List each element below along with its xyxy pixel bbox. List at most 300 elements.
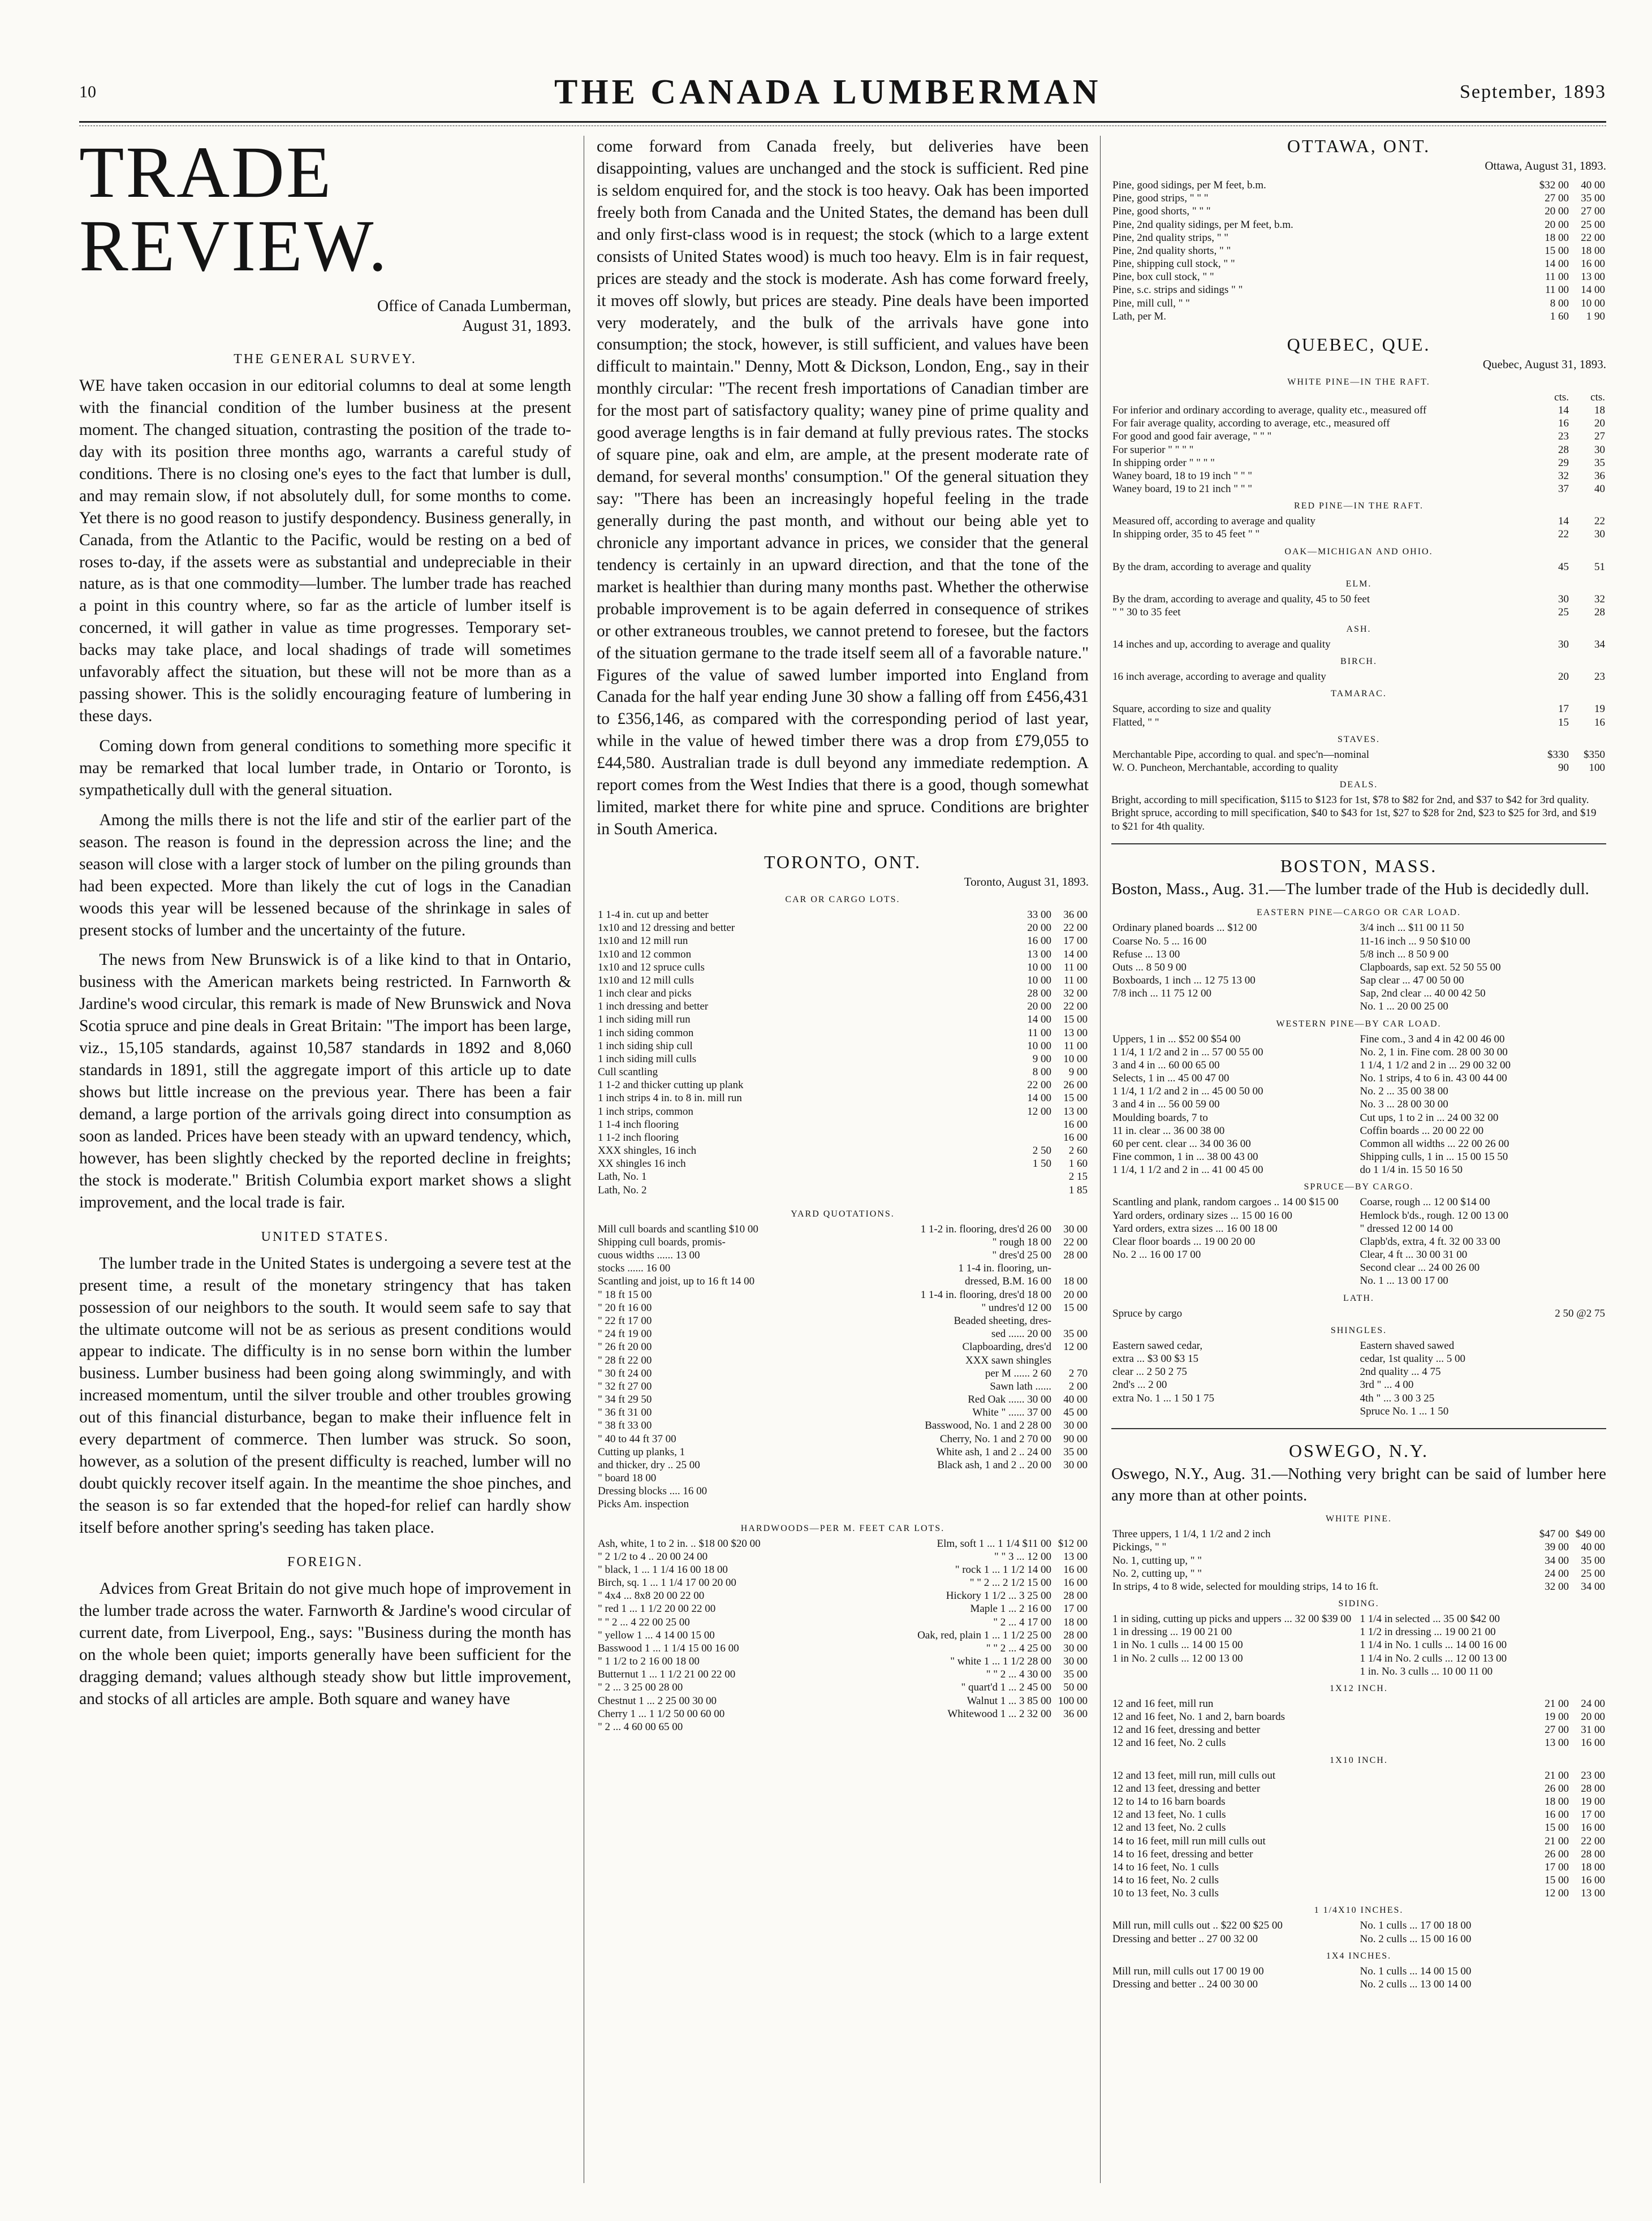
- table-cell: 13 00: [1063, 1105, 1088, 1118]
- table-cell: " " 2 ... 2 1/2 15 00: [969, 1577, 1051, 1589]
- table-cell: 1 inch siding common: [598, 1027, 694, 1039]
- table-cell: Fine common, 1 in ... 38 00 43 00: [1112, 1151, 1258, 1163]
- table-cell: 14 00: [1545, 258, 1569, 270]
- table-cell: 14 to 16 feet, No. 2 culls: [1112, 1874, 1219, 1887]
- table-row: [1111, 1723, 1606, 1736]
- table-cell: 36: [1594, 469, 1605, 482]
- table-cell: cuous widths ...... 13 00: [598, 1249, 700, 1262]
- table-cell: " white 1 ... 1 1/2 28 00: [950, 1655, 1051, 1668]
- table-cell: " " 30 to 35 feet: [1112, 606, 1181, 618]
- table-cell: " 18 ft 15 00: [598, 1288, 652, 1301]
- section-rule: [1111, 843, 1606, 844]
- table-cell: 3rd " ... 4 00: [1360, 1379, 1414, 1391]
- table-cell: 2 15: [1068, 1171, 1088, 1183]
- table-row: [1111, 1861, 1606, 1874]
- table-cell: No. 2, 1 in. Fine com. 28 00 30 00: [1360, 1046, 1508, 1058]
- table-cell: 14 to 16 feet, mill run mill culls out: [1112, 1835, 1266, 1847]
- table-cell: 1 inch strips 4 in. to 8 in. mill run: [598, 1092, 742, 1105]
- table-cell: Mill run, mill culls out 17 00 19 00: [1112, 1965, 1264, 1977]
- table-cell: [1016, 1184, 1053, 1197]
- table-cell: " 26 ft 20 00: [598, 1341, 652, 1353]
- table-row: [1111, 270, 1606, 283]
- table-cell: 90 00: [1063, 1433, 1088, 1445]
- table-row: [597, 1550, 1089, 1563]
- table-row: [1111, 1795, 1606, 1808]
- table-cell: No. 1 strips, 4 to 6 in. 43 00 44 00: [1360, 1072, 1507, 1085]
- table-row: [1111, 606, 1606, 619]
- table-cell: No. 1 culls ... 14 00 15 00: [1360, 1965, 1472, 1977]
- table-cell: Dressing and better .. 27 00 32 00: [1112, 1933, 1258, 1945]
- table-row: [1111, 1111, 1606, 1124]
- table-cell: Cutting up planks, 1: [598, 1446, 685, 1458]
- table-cell: 16: [1558, 417, 1569, 430]
- table-cell: 16 00: [1545, 1809, 1569, 1821]
- table-cell: Basswood, No. 1 and 2 28 00: [925, 1420, 1051, 1432]
- table-row: [597, 1000, 1089, 1013]
- table-row: [597, 1406, 1089, 1419]
- table-row: [1111, 231, 1606, 244]
- table-cell: In shipping order, 35 to 45 feet " ": [1112, 528, 1260, 541]
- unit-label: cts.: [1554, 391, 1569, 403]
- oswego-caption: 1 1/4X10 INCHES.: [1314, 1905, 1404, 1916]
- table-row: [597, 1288, 1089, 1301]
- table-cell: 1 1/4, 1 1/2 and 2 in ... 29 00 32 00: [1360, 1059, 1511, 1071]
- table-cell: Pine, 2nd quality sidings, per M feet, b.m.: [1112, 218, 1293, 231]
- table-cell: 20 00: [1063, 1288, 1088, 1301]
- table-cell: Red Oak ...... 30 00: [968, 1394, 1051, 1406]
- table-cell: W. O. Puncheon, Merchantable, according to quality: [1112, 761, 1339, 774]
- table-cell: No. 2, cutting up, " ": [1112, 1567, 1202, 1580]
- table-cell: 1x10 and 12 mill run: [598, 935, 688, 947]
- table-cell: [1016, 1170, 1053, 1183]
- quebec-caption: DEALS.: [1339, 780, 1378, 790]
- quebec-table: [1111, 702, 1606, 728]
- table-cell: Clapb'ds, extra, 4 ft. 32 00 33 00: [1360, 1235, 1500, 1248]
- table-row: [597, 1013, 1089, 1026]
- table-cell: 14 to 16 feet, dressing and better: [1112, 1848, 1253, 1860]
- table-cell: Clapboards, sap ext. 52 50 55 00: [1360, 961, 1501, 973]
- table-cell: Lath, per M.: [1112, 310, 1166, 322]
- table-cell: extra ... $3 00 $3 15: [1112, 1353, 1198, 1365]
- table-cell: 20 00: [1027, 922, 1051, 934]
- table-row: [1111, 748, 1606, 761]
- table-cell: Hemlock b'ds., rough. 12 00 13 00: [1360, 1209, 1509, 1222]
- quebec-table: [1111, 593, 1606, 619]
- boston-table: [1111, 1339, 1606, 1418]
- table-cell: Pine, 2nd quality shorts, " ": [1112, 244, 1231, 257]
- table-row: [1111, 560, 1606, 573]
- table-row: [597, 1655, 1089, 1668]
- quebec-caption: TAMARAC.: [1331, 689, 1387, 699]
- table-cell: " dressed 12 00 14 00: [1360, 1222, 1453, 1235]
- table-row: [1111, 283, 1606, 296]
- table-cell: 18 00: [1581, 244, 1605, 257]
- table-cell: 21 00: [1545, 1697, 1569, 1710]
- table-cell: 12 and 13 feet, No. 2 culls: [1112, 1822, 1226, 1834]
- table-row: [597, 1485, 1089, 1498]
- table-cell: Pickings, " ": [1112, 1541, 1167, 1554]
- table-row: [597, 1668, 1089, 1681]
- table-cell: No. 1, cutting up, " ": [1112, 1554, 1202, 1567]
- table-cell: " 4x4 ... 8x8 20 00 22 00: [598, 1590, 705, 1602]
- table-cell: XXX sawn shingles: [965, 1354, 1051, 1366]
- table-row: [1111, 921, 1606, 934]
- section-rule: [1111, 1428, 1606, 1429]
- paragraph: Coming down from general conditions to something more specific it may be remarked that local lumber trade, in Ontario or Toronto, is sympathetically dull with the general situation.: [79, 737, 571, 799]
- table-cell: Yard orders, ordinary sizes ... 15 00 16 00: [1112, 1209, 1292, 1222]
- table-cell: 25: [1558, 606, 1569, 618]
- table-cell: For good and good fair average, " " ": [1112, 430, 1272, 443]
- table-cell: 2nd's ... 2 00: [1112, 1379, 1167, 1391]
- table-row: [1111, 515, 1606, 528]
- table-cell: 1 85: [1068, 1184, 1088, 1196]
- table-cell: 35 00: [1063, 1668, 1088, 1681]
- table-cell: 13 00: [1027, 948, 1051, 960]
- table-cell: 16 00: [1063, 1563, 1088, 1576]
- table-cell: 1 inch strips, common: [598, 1105, 693, 1118]
- table-cell: 16 00: [1581, 1737, 1605, 1749]
- table-cell: " red 1 ... 1 1/2 20 00 22 00: [598, 1603, 716, 1615]
- table-row: [597, 1223, 1089, 1236]
- table-cell: White " ...... 37 00: [972, 1407, 1051, 1419]
- table-cell: 30 00: [1063, 1459, 1088, 1471]
- table-cell: 17 00: [1063, 1603, 1088, 1615]
- table-row: [1111, 1059, 1606, 1072]
- table-cell: Lath, No. 2: [598, 1184, 647, 1196]
- table-cell: Butternut 1 ... 1 1/2 21 00 22 00: [598, 1668, 736, 1681]
- table-cell: 15 00: [1545, 1822, 1569, 1834]
- table-cell: Beaded sheeting, dres-: [954, 1314, 1051, 1327]
- table-cell: 16 00: [1581, 258, 1605, 270]
- column-3: [1111, 136, 1606, 1991]
- table-cell: 16 00: [1063, 1118, 1088, 1131]
- table-row: [1111, 1124, 1606, 1137]
- table-row: [1111, 1887, 1606, 1900]
- table-cell: Pine, mill cull, " ": [1112, 297, 1190, 309]
- quebec-caption: OAK—MICHIGAN AND OHIO.: [1284, 546, 1433, 557]
- table-cell: " 40 to 44 ft 37 00: [598, 1433, 676, 1445]
- oswego-table: [1111, 1965, 1606, 1991]
- table-cell: 14 00: [1027, 1014, 1051, 1026]
- table-cell: 17: [1558, 703, 1569, 715]
- table-cell: 1 1/4, 1 1/2 and 2 in ... 57 00 55 00: [1112, 1046, 1263, 1058]
- table-row: [1111, 1567, 1606, 1580]
- table-row: [597, 1459, 1089, 1472]
- table-cell: Scantling and plank, random cargoes .. 14 00 $15 00: [1112, 1196, 1339, 1209]
- table-cell: " 34 ft 29 50: [598, 1394, 652, 1406]
- table-cell: stocks ...... 16 00: [598, 1262, 671, 1275]
- table-cell: " undres'd 12 00: [981, 1301, 1051, 1314]
- table-cell: 1 50: [1032, 1158, 1051, 1170]
- table-row: [1111, 430, 1606, 443]
- table-cell: " board 18 00: [598, 1472, 657, 1485]
- table-cell: 100 00: [1058, 1694, 1088, 1707]
- table-row: [1111, 935, 1606, 948]
- table-cell: 15 00: [1063, 1092, 1088, 1105]
- table-cell: 22: [1594, 515, 1605, 528]
- table-cell: [1053, 1262, 1089, 1275]
- table-cell: 60 per cent. clear ... 34 00 36 00: [1112, 1137, 1251, 1150]
- table-row: [1111, 1978, 1606, 1991]
- lath-label: Spruce by cargo: [1112, 1307, 1183, 1319]
- section-heading-us: UNITED STATES.: [261, 1229, 390, 1244]
- table-cell: 25 00: [1581, 218, 1605, 231]
- table-cell: 30 00: [1063, 1223, 1088, 1235]
- table-cell: [1053, 1472, 1089, 1485]
- table-cell: Walnut 1 ... 3 85 00: [967, 1694, 1051, 1707]
- table-cell: 20 00: [1545, 218, 1569, 231]
- table-cell: 16: [1594, 716, 1605, 728]
- table-row: [597, 1446, 1089, 1459]
- table-cell: 40 00: [1063, 1394, 1088, 1406]
- table-row: [1111, 1874, 1606, 1887]
- table-cell: In shipping order " " " ": [1112, 456, 1215, 469]
- table-cell: 28 00: [1581, 1782, 1605, 1795]
- table-row: [1111, 1612, 1606, 1625]
- table-cell: Dressing blocks .... 16 00: [598, 1485, 708, 1498]
- table-row: [1111, 1000, 1606, 1013]
- table-cell: 32 00: [1063, 987, 1088, 1000]
- table-cell: 28 00: [1581, 1848, 1605, 1860]
- table-cell: 1 inch siding mill culls: [598, 1053, 697, 1065]
- table-cell: " dres'd 25 00: [992, 1249, 1051, 1262]
- table-row: [1111, 1261, 1606, 1274]
- table-cell: 28: [1594, 606, 1605, 618]
- paragraph: WE have taken occasion in our editorial columns to deal at some length with the financial condition of the lumber business at the present moment. The changed situation, contrasting the position of the trade to-day with its position three months ago, warrants a careful study of conditions. There is no closing one's eyes to the fact that lumber is dull, and may remain slow, if not absolutely dull, for some months to come. Yet there is no good reason to justify despondency. Business generally, in Canada, from the Atlantic to the Pacific, would be resting on a bed of roses to-day, if the assets were as substantial and undepreciable in their nature, as is that one commodity—lumber. The lumber trade has reached a point in this country where, so far as the article of lumber itself is concerned, it will gather in value as time progresses. Temporary set-backs may take place, and local shadings of trade will sometimes unfavorably affect the situation, but these will not be more than as a passing shower. This is the solidly encouraging feature of lumbering in these days.: [79, 377, 571, 726]
- table-cell: Oak, red, plain 1 ... 1 1/2 25 00: [917, 1629, 1051, 1641]
- quebec-table: [1111, 670, 1606, 683]
- table-cell: 12 and 16 feet, dressing and better: [1112, 1724, 1261, 1736]
- table-cell: " 28 ft 22 00: [598, 1354, 652, 1366]
- table-cell: Sawn lath ......: [990, 1380, 1051, 1392]
- table-cell: " 38 ft 33 00: [598, 1420, 652, 1432]
- table-row: [1111, 1196, 1606, 1209]
- table-row: [597, 1027, 1089, 1040]
- table-cell: Cut ups, 1 to 2 in ... 24 00 32 00: [1360, 1111, 1499, 1124]
- oswego-table: [1111, 1528, 1606, 1593]
- table-cell: 100: [1589, 761, 1605, 774]
- table-row: [1111, 417, 1606, 430]
- table-cell: Refuse ... 13 00: [1112, 948, 1180, 960]
- oswego-caption: 1X4 INCHES.: [1326, 1951, 1392, 1961]
- table-cell: Moulding boards, 7 to: [1112, 1111, 1208, 1124]
- table-cell: For inferior and ordinary according to average, quality etc., measured off: [1112, 404, 1427, 417]
- quebec-date: Quebec, August 31, 1893.: [1482, 357, 1606, 371]
- table-row: [597, 1380, 1089, 1393]
- table-row: [1111, 716, 1606, 729]
- section-heading-general: THE GENERAL SURVEY.: [234, 352, 417, 366]
- table-cell: 1 60: [1068, 1158, 1088, 1170]
- quebec-caption: ELM.: [1345, 579, 1372, 589]
- table-row: [1111, 1209, 1606, 1222]
- table-cell: 3/4 inch ... $11 00 11 50: [1360, 922, 1464, 934]
- table-cell: 1 1-4 in. flooring, dres'd 18 00: [920, 1288, 1051, 1301]
- table-row: [1111, 1965, 1606, 1978]
- table-cell: 37: [1558, 483, 1569, 495]
- table-cell: 13 00: [1063, 1027, 1088, 1039]
- masthead: THE CANADA LUMBERMAN: [554, 73, 1102, 111]
- quebec-caption: RED PINE—IN THE RAFT.: [1294, 501, 1424, 511]
- quebec-table: [1111, 515, 1606, 541]
- table-cell: [1111, 1405, 1359, 1418]
- table-cell: Pine, box cull stock, " ": [1112, 271, 1214, 283]
- table-row: [597, 1184, 1089, 1197]
- table-row: [1111, 1085, 1606, 1098]
- table-cell: 2 70: [1068, 1367, 1088, 1379]
- table-cell: $47 00: [1539, 1528, 1569, 1541]
- table-cell: " quart'd 1 ... 2 45 00: [961, 1681, 1051, 1694]
- column-2: [597, 136, 1089, 1733]
- table-row: [1111, 1541, 1606, 1554]
- table-row: [1111, 1919, 1606, 1932]
- table-row: [1111, 1352, 1606, 1365]
- table-cell: 22 00: [1063, 1236, 1088, 1248]
- table-cell: 20: [1558, 671, 1569, 683]
- table-cell: Clear, 4 ft ... 30 00 31 00: [1360, 1249, 1468, 1261]
- table-row: [597, 1157, 1089, 1170]
- table-cell: Cull scantling: [598, 1066, 658, 1079]
- table-row: [1111, 1625, 1606, 1638]
- table-cell: 12 and 13 feet, dressing and better: [1112, 1782, 1261, 1795]
- table-row: [1111, 1222, 1606, 1235]
- table-cell: Boxboards, 1 inch ... 12 75 13 00: [1112, 974, 1256, 987]
- table-cell: 3 and 4 in ... 56 00 59 00: [1112, 1098, 1220, 1111]
- table-cell: Coarse No. 5 ... 16 00: [1112, 935, 1207, 947]
- table-row: [597, 1053, 1089, 1066]
- table-cell: 4th " ... 3 00 3 25: [1360, 1392, 1435, 1404]
- table-row: [597, 1354, 1089, 1367]
- table-row: [1111, 469, 1606, 482]
- table-row: [597, 1275, 1089, 1288]
- table-cell: 51: [1594, 560, 1605, 573]
- table-cell: 10 00: [1027, 1040, 1051, 1052]
- table-row: [1111, 1392, 1606, 1405]
- quebec-table: [1111, 560, 1606, 573]
- oswego-table: [1111, 1769, 1606, 1900]
- table-cell: 26 00: [1545, 1782, 1569, 1795]
- table-cell: 27: [1594, 430, 1605, 443]
- table-cell: sed ...... 20 00: [991, 1328, 1051, 1340]
- table-cell: 23: [1594, 671, 1605, 683]
- table-cell: Spruce No. 1 ... 1 50: [1360, 1405, 1449, 1417]
- table-cell: XX shingles 16 inch: [598, 1158, 686, 1170]
- table-cell: Uppers, 1 in ... $52 00 $54 00: [1112, 1033, 1241, 1045]
- table-cell: " 1 1/2 to 2 16 00 18 00: [598, 1655, 700, 1668]
- table-row: [1111, 1528, 1606, 1541]
- table-cell: " 2 1/2 to 4 .. 20 00 24 00: [598, 1550, 708, 1563]
- table-cell: No. 3 ... 28 00 30 00: [1360, 1098, 1448, 1111]
- table-cell: 30 00: [1063, 1655, 1088, 1668]
- table-cell: Square, according to size and quality: [1112, 703, 1271, 715]
- table-row: [597, 934, 1089, 947]
- table-cell: No. 1 ... 20 00 25 00: [1360, 1000, 1448, 1013]
- table-row: [597, 1131, 1089, 1144]
- table-cell: 1 inch dressing and better: [598, 1000, 709, 1013]
- table-cell: 22 00: [1063, 922, 1088, 934]
- table-row: [597, 1537, 1089, 1550]
- table-row: [1111, 257, 1606, 270]
- table-cell: 12 and 16 feet, mill run: [1112, 1697, 1214, 1710]
- table-row: [1111, 1033, 1606, 1046]
- table-cell: 1 in. No. 3 culls ... 10 00 11 00: [1360, 1665, 1493, 1677]
- table-cell: 24 00: [1581, 1697, 1605, 1710]
- table-cell: 1 inch siding mill run: [598, 1014, 691, 1026]
- table-cell: 21 00: [1545, 1769, 1569, 1782]
- table-cell: Hickory 1 1/2 ... 3 25 00: [946, 1590, 1051, 1602]
- table-row: [1111, 1046, 1606, 1059]
- table-cell: 23 00: [1581, 1769, 1605, 1782]
- table-cell: 11 00: [1063, 961, 1088, 973]
- table-cell: do 1 1/4 in. 15 50 16 50: [1360, 1164, 1463, 1176]
- table-row: [1111, 1808, 1606, 1821]
- table-cell: Whitewood 1 ... 2 32 00: [947, 1707, 1051, 1720]
- table-cell: 14 00: [1063, 948, 1088, 960]
- table-cell: 1 1/2 in dressing ... 19 00 21 00: [1360, 1626, 1496, 1638]
- yard-caption: YARD QUOTATIONS.: [791, 1209, 895, 1219]
- page-number: 10: [79, 83, 96, 101]
- table-cell: 14: [1558, 515, 1569, 528]
- table-cell: 2 60: [1068, 1145, 1088, 1157]
- table-cell: 18 00: [1063, 1616, 1088, 1628]
- deals-line: Bright, according to mill specification, $115 to $123 for 1st, $78 to $82 for 2nd, and $37 to $42 for 3rd quality.: [1111, 794, 1589, 807]
- table-row: [1111, 1248, 1606, 1261]
- table-cell: 30: [1594, 528, 1605, 541]
- table-cell: 2 00: [1068, 1380, 1088, 1392]
- quebec-caption: STAVES.: [1337, 734, 1381, 744]
- table-cell: Fine com., 3 and 4 in 42 00 46 00: [1360, 1033, 1505, 1045]
- table-cell: $49 00: [1575, 1528, 1605, 1541]
- table-row: [597, 1629, 1089, 1642]
- table-cell: 13 00: [1581, 271, 1605, 283]
- ottawa-date: Ottawa, August 31, 1893.: [1485, 159, 1606, 172]
- table-cell: 12 to 14 to 16 barn boards: [1112, 1795, 1226, 1808]
- table-cell: " rough 18 00: [992, 1236, 1051, 1248]
- table-cell: 1x10 and 12 mill culls: [598, 974, 694, 986]
- deals-line: Bright spruce, according to mill specification, $40 to $43 for 1st, $27 to $28 for 2nd, $23 to $25 for 3rd, and $19 to $21 for 4th quality.: [1111, 807, 1597, 833]
- table-cell: 28 00: [1063, 1629, 1088, 1641]
- table-row: [597, 1642, 1089, 1655]
- table-cell: 12 00: [1545, 1887, 1569, 1900]
- table-row: [597, 1314, 1089, 1327]
- paragraph: Among the mills there is not the life and stir of the earlier part of the season. The reason is found in the depression across the line; and the season will close with a larger stock of lumber on the piling grounds than had been expected. More than likely the cut of logs in the Canadian woods this year will be lessened because of the shrinkage in sales of present stocks of lumber and the uncertainty of the future.: [79, 810, 571, 939]
- table-row: [1111, 961, 1606, 974]
- table-cell: $12 00: [1058, 1537, 1088, 1550]
- table-row: [1111, 443, 1606, 456]
- table-cell: " " 3 ... 12 00: [994, 1550, 1051, 1563]
- table-cell: " 20 ft 16 00: [598, 1301, 652, 1314]
- table-cell: 50 00: [1063, 1681, 1088, 1694]
- table-cell: 32: [1594, 593, 1605, 605]
- table-cell: Basswood 1 ... 1 1/4 15 00 16 00: [598, 1642, 739, 1654]
- oswego-table: [1111, 1919, 1606, 1945]
- table-cell: 39 00: [1545, 1541, 1569, 1554]
- table-row: [597, 1433, 1089, 1446]
- table-cell: Lath, No. 1: [598, 1171, 647, 1183]
- table-cell: 29: [1558, 456, 1569, 469]
- table-cell: [1016, 1131, 1053, 1144]
- table-cell: 27 00: [1545, 1724, 1569, 1736]
- table-row: [597, 908, 1089, 921]
- table-cell: By the dram, according to average and quality: [1112, 560, 1312, 573]
- table-cell: $32 00: [1539, 179, 1569, 191]
- table-cell: " " 2 ... 4 25 00: [986, 1642, 1051, 1654]
- table-cell: 15 00: [1063, 1014, 1088, 1026]
- table-cell: 33 00: [1027, 909, 1051, 921]
- table-cell: 14 to 16 feet, No. 1 culls: [1112, 1861, 1219, 1873]
- quebec-caption: BIRCH.: [1340, 657, 1377, 667]
- table-cell: [1053, 1498, 1089, 1511]
- unit-label: cts.: [1590, 391, 1605, 403]
